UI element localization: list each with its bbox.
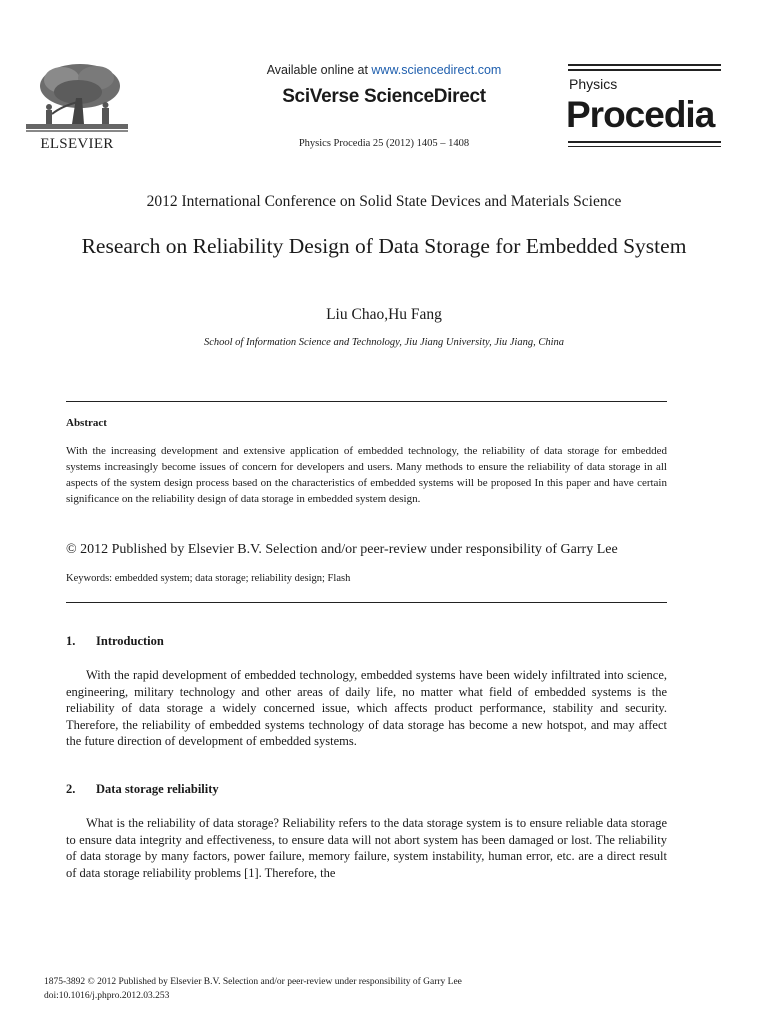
abstract-top-rule <box>66 401 667 402</box>
section-title: Data storage reliability <box>96 782 219 796</box>
journal-name-small: Physics <box>569 76 618 92</box>
journal-citation: Physics Procedia 25 (2012) 1405 – 1408 <box>298 138 470 149</box>
section-title: Introduction <box>96 634 164 648</box>
section-number: 2. <box>66 782 76 796</box>
journal-name-large: Procedia <box>566 94 715 135</box>
journal-rule-bottom <box>568 141 721 143</box>
sciencedirect-link[interactable]: www.sciencedirect.com <box>371 63 502 77</box>
affiliation: School of Information Science and Technology, Jiu Jiang University, Jiu Jiang, China <box>203 337 565 348</box>
conference-name: 2012 International Conference on Solid State Devices and Materials Science <box>146 193 622 210</box>
abstract-heading: Abstract <box>66 417 107 429</box>
journal-rule-bottom-2 <box>568 146 721 147</box>
abstract-bottom-rule <box>66 602 667 603</box>
journal-rule-top-2 <box>568 69 721 71</box>
footer <box>44 975 462 1003</box>
authors: Liu Chao,Hu Fang <box>326 306 442 323</box>
paper-title: Research on Reliability Design of Data Storage for Embedded System <box>81 234 687 258</box>
section-heading-introduction <box>66 634 164 649</box>
paragraph-text: What is the reliability of data storage? Reliability refers to the data storage system is to ensure reliable data storage to ensure data integrity and effectiveness, to ensure data will not abort system has been damaged or lost. The reliability of data storage by many factors, power failure, memory failure, system instability, human error, etc. are a direct result of data storage reliability problems [1]. Therefore, the <box>66 816 667 880</box>
copyright-line: © 2012 Published by Elsevier B.V. Selection and/or peer-review under responsibility of Garry Lee <box>66 542 618 557</box>
platform-logo: SciVerse ScienceDirect <box>282 86 486 107</box>
abstract-body: With the increasing development and extensive application of embedded technology, the reliability of data storage for embedded systems increasingly become issues of concern for developers and users. Many methods to ensure the reliability of data storage in all aspects of the system design process based on the characteristics of embedded systems will be proposed In this paper and have certain significance on the reliability design of data storage in embedded system design. <box>66 445 667 505</box>
footer-doi[interactable]: doi:10.1016/j.phpro.2012.03.253 <box>44 991 170 1001</box>
available-prefix: Available online at <box>266 63 368 77</box>
keywords: Keywords: embedded system; data storage; reliability design; Flash <box>66 573 351 584</box>
section-body-introduction <box>66 667 667 750</box>
paragraph-text: With the rapid development of embedded technology, embedded systems have been widely infiltrated into science, engineering, military technology and other areas of daily life, no matter what field of embedded systems is the reliability of data storage a widely concerned issue, which affects product performance, stability and security. Therefore, the reliability of embedded systems technology of data storage has become a new hotspot, and may affect the future direction of development of embedded systems. <box>66 668 667 748</box>
publisher-name: ELSEVIER <box>40 136 114 152</box>
section-heading-data-storage-reliability <box>66 782 219 797</box>
journal-rule-top <box>568 64 721 66</box>
section-number: 1. <box>66 634 76 648</box>
footer-copyright: 1875-3892 © 2012 Published by Elsevier B.V. Selection and/or peer-review under responsibility of Garry Lee <box>44 977 462 987</box>
section-body-data-storage-reliability <box>66 815 667 881</box>
